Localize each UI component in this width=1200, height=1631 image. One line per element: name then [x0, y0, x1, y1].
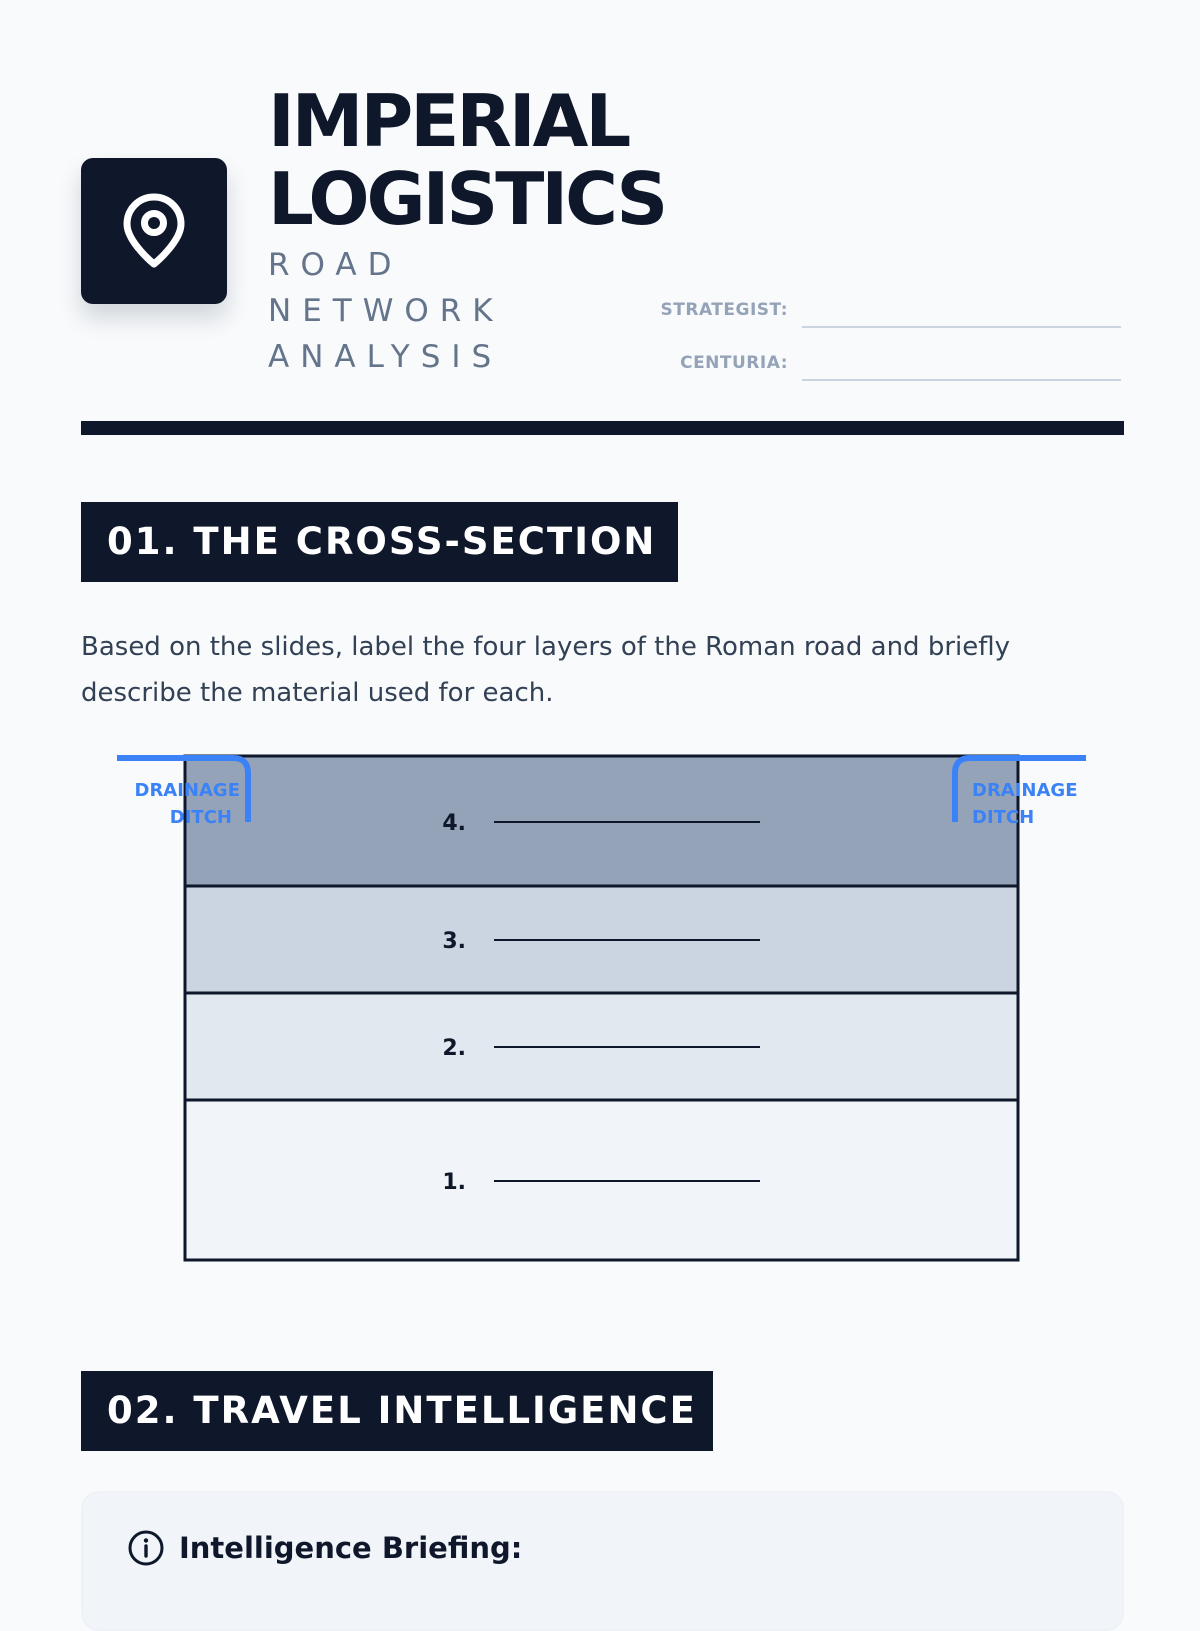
subtitle-line: ANALYSIS [268, 339, 503, 375]
subtitle-line: NETWORK [268, 293, 504, 329]
briefing-label: Intelligence Briefing: [179, 1531, 523, 1565]
subtitle-line: ROAD [268, 247, 403, 283]
layer-1-label: 1. [442, 1170, 466, 1195]
layer-2-label: 2. [442, 1036, 466, 1061]
drainage-ditch-left-label-line2: DITCH [169, 807, 232, 828]
briefing-title [127, 1529, 522, 1567]
page-title-line-1: IMPERIAL [268, 79, 629, 163]
drainage-ditch-right-label-line1: DRAINAGE [972, 780, 1078, 801]
info-icon [127, 1529, 165, 1567]
section-heading-cross-section: 01. THE CROSS-SECTION [81, 502, 678, 582]
section-heading-travel-intelligence: 02. TRAVEL INTELLIGENCE [81, 1371, 713, 1451]
intelligence-briefing-card [81, 1491, 1124, 1631]
instructions-text: Based on the slides, label the four layers of the Roman road and briefly describe the material used for each. [81, 632, 1010, 708]
drainage-ditch-right-label-line2: DITCH [972, 807, 1035, 828]
strategist-label: STRATEGIST: [660, 300, 788, 320]
layer-3-label: 3. [442, 929, 466, 954]
centuria-label: CENTURIA: [680, 353, 788, 373]
drainage-ditch-left-label-line1: DRAINAGE [134, 780, 240, 801]
layer-4-label: 4. [442, 811, 466, 836]
page-title-line-2: LOGISTICS [268, 157, 666, 241]
